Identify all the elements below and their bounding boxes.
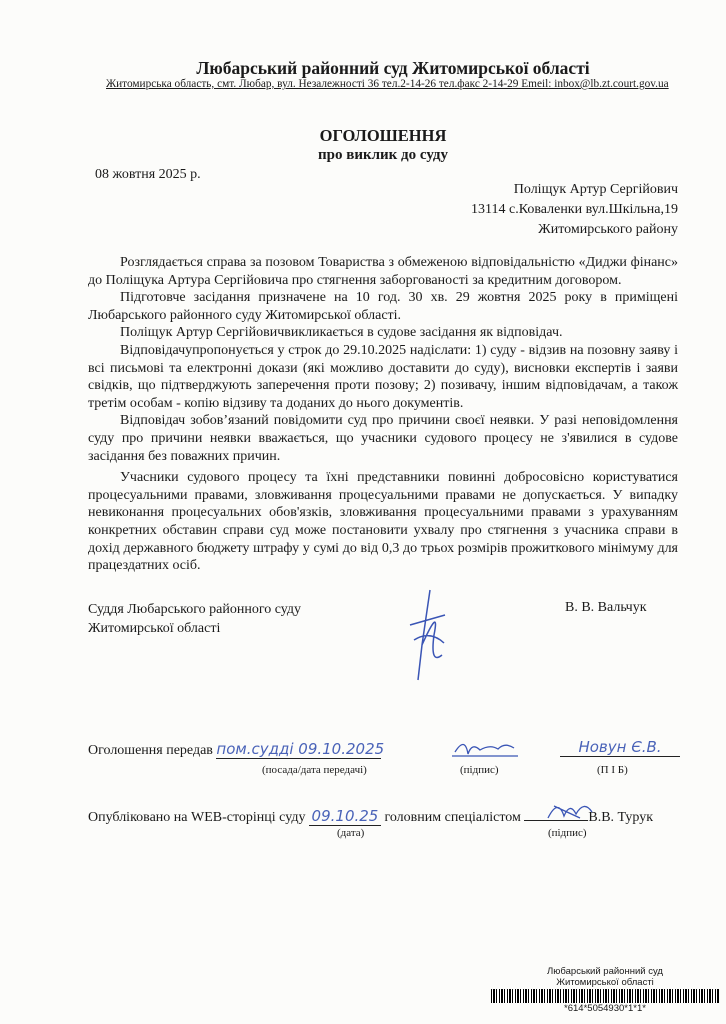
- transfer-position-date: пом.судді 09.10.2025: [216, 740, 385, 758]
- document-subtitle: про виклик до суду: [317, 147, 448, 163]
- addressee-district: Житомирського району: [538, 222, 678, 237]
- document-body: [88, 254, 678, 575]
- document-date: 08 жовтня 2025 р.: [95, 167, 201, 182]
- date-caption: (дата): [337, 827, 365, 839]
- barcode: [491, 989, 719, 1003]
- barcode-number: *614*5054930*1*1*: [564, 1003, 646, 1014]
- paragraph: Підготовче засідання призначене на 10 год. 30 хв. 29 жовтня 2025 року в приміщені Любарського районного суду Житомирської області.: [88, 290, 678, 323]
- judge-title-line: Суддя Любарського районного суду: [88, 602, 302, 617]
- addressee-address: 13114 с.Коваленки вул.Шкільна,19: [471, 202, 678, 217]
- published-sign-caption: (підпис): [548, 827, 587, 839]
- judge-name: В. В. Вальчук: [565, 600, 647, 615]
- addressee: [471, 180, 678, 240]
- published-label: Опубліковано на WEB-сторінці суду: [88, 810, 306, 825]
- registry-stamp: [490, 966, 720, 1014]
- published-by: головним спеціалістом: [384, 810, 521, 825]
- transfer-row: [88, 740, 385, 759]
- sign-caption: (підпис): [460, 764, 499, 776]
- transfer-name: Новун Є.В.: [560, 738, 680, 757]
- paragraph: Учасники судового процесу та їхні представники повинні добросовісно користуватися процесуальними правами, зловживання процесуальними правами не допускається. У випадку невиконання процесуальних обов'язків, зловживання процесуальними правами з урахуванням конкретних обставин справи суд може постановити ухвалу про стягнення з учасника справи в дохід державного бюджету штрафу у сумі до від 0,3 до трьох розмірів прожиткового мінімуму для працездатних осіб.: [88, 470, 678, 574]
- judge-title: [88, 600, 301, 638]
- position-caption: (посада/дата передачі): [262, 764, 367, 776]
- paragraph: Поліщук Артур Сергійовичвикликається в судове засідання як відповідач.: [120, 325, 563, 341]
- judge-signature: [400, 585, 460, 685]
- name-caption: (П І Б): [597, 764, 628, 776]
- published-name: В.В. Турук: [588, 810, 654, 825]
- stamp-line: Любарський районний суд: [547, 966, 663, 977]
- paragraph: Відповідачупропонується у строк до 29.10.2025 надіслати: 1) суду - відзив на позовну заяву і всі письмові та електронні докази (які можливо доставити до суду), висновки експертів і заяви свідків, що підтверджують заперечення проти позову; 2) позивачу, іншим відповідачам, а також третім особам - копію відзиву та доданих до нього документів.: [88, 342, 678, 411]
- transfer-signature: [450, 734, 520, 760]
- transfer-label: Оголошення передав: [88, 743, 213, 758]
- court-address: Житомирська область, смт. Любар, вул. Незалежності 36 тел.2-14-26 тел.факс 2-14-29 Emeil: inbox@lb.zt.court.gov.ua: [106, 78, 669, 90]
- published-date: 09.10.25: [309, 807, 381, 826]
- court-name: Любарський районний суд Житомирської області: [196, 58, 590, 78]
- stamp-line: Житомирської області: [556, 977, 654, 988]
- paragraph: Розглядається справа за позовом Товариства з обмеженою відповідальністю «Диджи фінанс» до Поліщука Артура Сергійовича про стягнення заборгованості за кредитним договором.: [88, 255, 678, 288]
- judge-title-line: Житомирської області: [88, 621, 221, 636]
- paragraph: Відповідач зобов’язаний повідомити суд про причини своєї неявки. У разі неповідомлення суду про причини неявки вважається, що учасники судового процесу не з'явилися в судове засідання без поважних причин.: [88, 413, 678, 464]
- document-title: ОГОЛОШЕННЯ: [319, 126, 447, 145]
- addressee-name: Поліщук Артур Сергійович: [513, 182, 678, 197]
- published-signature: [540, 798, 600, 824]
